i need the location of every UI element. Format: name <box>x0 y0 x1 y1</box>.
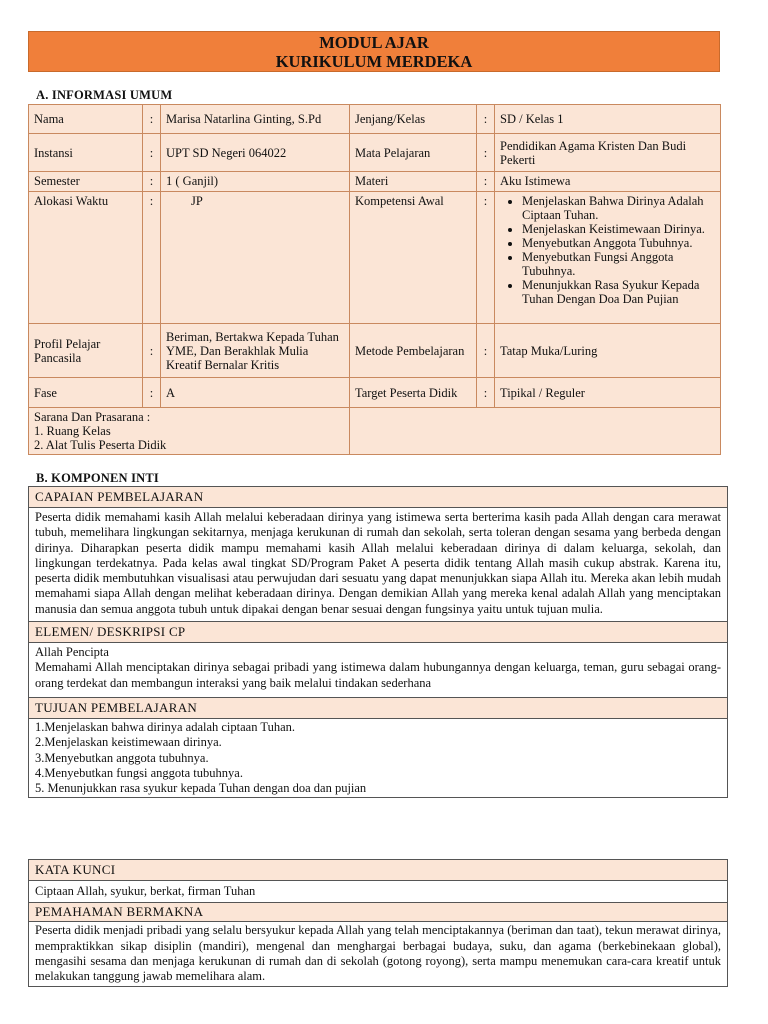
elemen-title: Allah Pencipta <box>35 645 109 660</box>
list-item: 2.Menjelaskan keistimewaan dirinya. <box>35 735 222 750</box>
elemen-body <box>29 643 727 697</box>
value-materi: Aku Istimewa <box>495 172 721 192</box>
value-profil: Beriman, Bertakwa Kepada Tuhan YME, Dan Berakhlak Mulia Kreatif Bernalar Kritis <box>161 324 350 378</box>
value-target: Tipikal / Reguler <box>495 378 721 408</box>
section-b-heading: B. KOMPONEN INTI <box>36 471 159 485</box>
label-profil: Profil Pelajar Pancasila <box>29 324 143 378</box>
pemahaman-text: Peserta didik menjadi pribadi yang selalu bersyukur kepada Allah yang telah menciptakannya (beriman dan taat), tekun merawat dirinya, mempraktikkan sikap disiplin (mandiri), mengenal dan menghargai berbagai budaya, suku, dan agama (berkebinekaan global), mengasihi sesama dan menjaga kerukunan di rumah dan di sekolah (gotong royong), serta mampu menemukan cara-cara kreatif untuk melakukan tanggung jawab memelihara alam. <box>35 923 721 984</box>
list-item: • Menunjukkan Rasa Syukur Kepada Tuhan Dengan Doa Dan Pujian <box>522 278 715 306</box>
informasi-umum-table <box>28 104 721 455</box>
list-item: 1.Menjelaskan bahwa dirinya adalah ciptaan Tuhan. <box>35 719 295 734</box>
list-item: 3.Menyebutkan anggota tubuhnya. <box>35 750 209 765</box>
label-mapel: Mata Pelajaran <box>350 134 477 172</box>
sarana-item: 2. Alat Tulis Peserta Didik <box>34 438 167 452</box>
elemen-text: Memahami Allah menciptakan dirinya sebagai pribadi yang istimewa dalam hubungannya dengan keluarga, teman, guru sebagai orang- orang terdekat dan membangun interaksi yang baik melalui tindakan sederhana <box>35 660 721 690</box>
colon: : <box>143 192 161 324</box>
row-alokasi <box>29 192 721 324</box>
section-a-heading: A. INFORMASI UMUM <box>36 88 173 102</box>
empty-cell <box>350 408 721 455</box>
row-fase <box>29 378 721 408</box>
label-fase: Fase <box>29 378 143 408</box>
kompetensi-list-cell <box>495 192 721 324</box>
row-nama <box>29 105 721 134</box>
sarana-label: Sarana Dan Prasarana : <box>34 410 151 424</box>
label-target: Target Peserta Didik <box>350 378 477 408</box>
colon: : <box>143 105 161 134</box>
label-materi: Materi <box>350 172 477 192</box>
kompetensi-list <box>500 194 715 306</box>
list-item: • Menjelaskan Keistimewaan Dirinya. <box>522 222 715 236</box>
value-alokasi: JP <box>161 192 350 324</box>
row-semester <box>29 172 721 192</box>
value-jenjang: SD / Kelas 1 <box>495 105 721 134</box>
label-jenjang: Jenjang/Kelas <box>350 105 477 134</box>
colon: : <box>477 192 495 324</box>
colon: : <box>477 378 495 408</box>
label-semester: Semester <box>29 172 143 192</box>
komponen-inti-box <box>28 486 728 798</box>
pemahaman-header: PEMAHAMAN BERMAKNA <box>29 902 727 922</box>
sarana-cell <box>29 408 350 455</box>
row-sarana <box>29 408 721 455</box>
capaian-header: CAPAIAN PEMBELAJARAN <box>29 487 727 508</box>
sarana-item: 1. Ruang Kelas <box>34 424 111 438</box>
title-line-1: MODUL AJAR <box>319 33 429 52</box>
value-fase: A <box>161 378 350 408</box>
kata-kunci-text: Ciptaan Allah, syukur, berkat, firman Tuhan <box>35 884 256 898</box>
colon: : <box>477 105 495 134</box>
label-instansi: Instansi <box>29 134 143 172</box>
list-item: 5. Menunjukkan rasa syukur kepada Tuhan dengan doa dan pujian <box>35 781 367 796</box>
colon: : <box>477 172 495 192</box>
document-title <box>28 31 720 72</box>
list-item: • Menjelaskan Bahwa Dirinya Adalah Ciptaan Tuhan. <box>522 194 715 222</box>
list-item: • Menyebutkan Anggota Tubuhnya. <box>522 236 715 250</box>
value-mapel: Pendidikan Agama Kristen Dan Budi Pekerti <box>495 134 721 172</box>
label-kompetensi: Kompetensi Awal <box>350 192 477 324</box>
colon: : <box>143 172 161 192</box>
colon: : <box>477 324 495 378</box>
list-item: • Menyebutkan Fungsi Anggota Tubuhnya. <box>522 250 715 278</box>
label-alokasi: Alokasi Waktu <box>29 192 143 324</box>
tujuan-header: TUJUAN PEMBELAJARAN <box>29 697 727 719</box>
label-nama: Nama <box>29 105 143 134</box>
list-item: 4.Menyebutkan fungsi anggota tubuhnya. <box>35 765 243 780</box>
capaian-text: Peserta didik memahami kasih Allah melalui keberadaan dirinya yang istimewa serta berterima kasih pada Allah dengan cara merawat tubuh, memelihara lingkungan sekitarnya, menjaga kerukunan di rumah dan sekolah, serta toleran dengan sesama yang berbeda dengan dirinya. Diharapkan peserta didik mampu memahami kasih Allah melalui keberadaan dirinya di dalam keluarga, sekolah, dan lingkungan terdekatnya. Pada kelas awal tingkat SD/Program Paket A peserta didik tentang Allah masih cukup abstrak. Karena itu, peserta didik membutuhkan visualisasi atau perwujudan dari sesuatu yang dapat menunjukkan siapa Allah itu. Mereka akan lebih mudah memahami siapa Allah dengan melihat keberadaan dirinya. Dengan demikian Allah yang mereka kenal adalah Allah yang menciptakan manusia dan semua anggota tubuh untuk dipakai dengan benar sesuai dengan fungsinya yaitu untuk tujuan mulia. <box>35 510 721 616</box>
kata-kunci-box <box>28 859 728 987</box>
value-instansi: UPT SD Negeri 064022 <box>161 134 350 172</box>
tujuan-list <box>29 719 727 797</box>
value-metode: Tatap Muka/Luring <box>495 324 721 378</box>
colon: : <box>143 134 161 172</box>
label-metode: Metode Pembelajaran <box>350 324 477 378</box>
colon: : <box>143 378 161 408</box>
colon: : <box>143 324 161 378</box>
kata-kunci-header: KATA KUNCI <box>29 860 727 881</box>
title-line-2: KURIKULUM MERDEKA <box>275 52 473 71</box>
colon: : <box>477 134 495 172</box>
row-instansi <box>29 134 721 172</box>
elemen-header: ELEMEN/ DESKRIPSI CP <box>29 621 727 643</box>
value-semester: 1 ( Ganjil) <box>161 172 350 192</box>
value-nama: Marisa Natarlina Ginting, S.Pd <box>161 105 350 134</box>
row-profil <box>29 324 721 378</box>
